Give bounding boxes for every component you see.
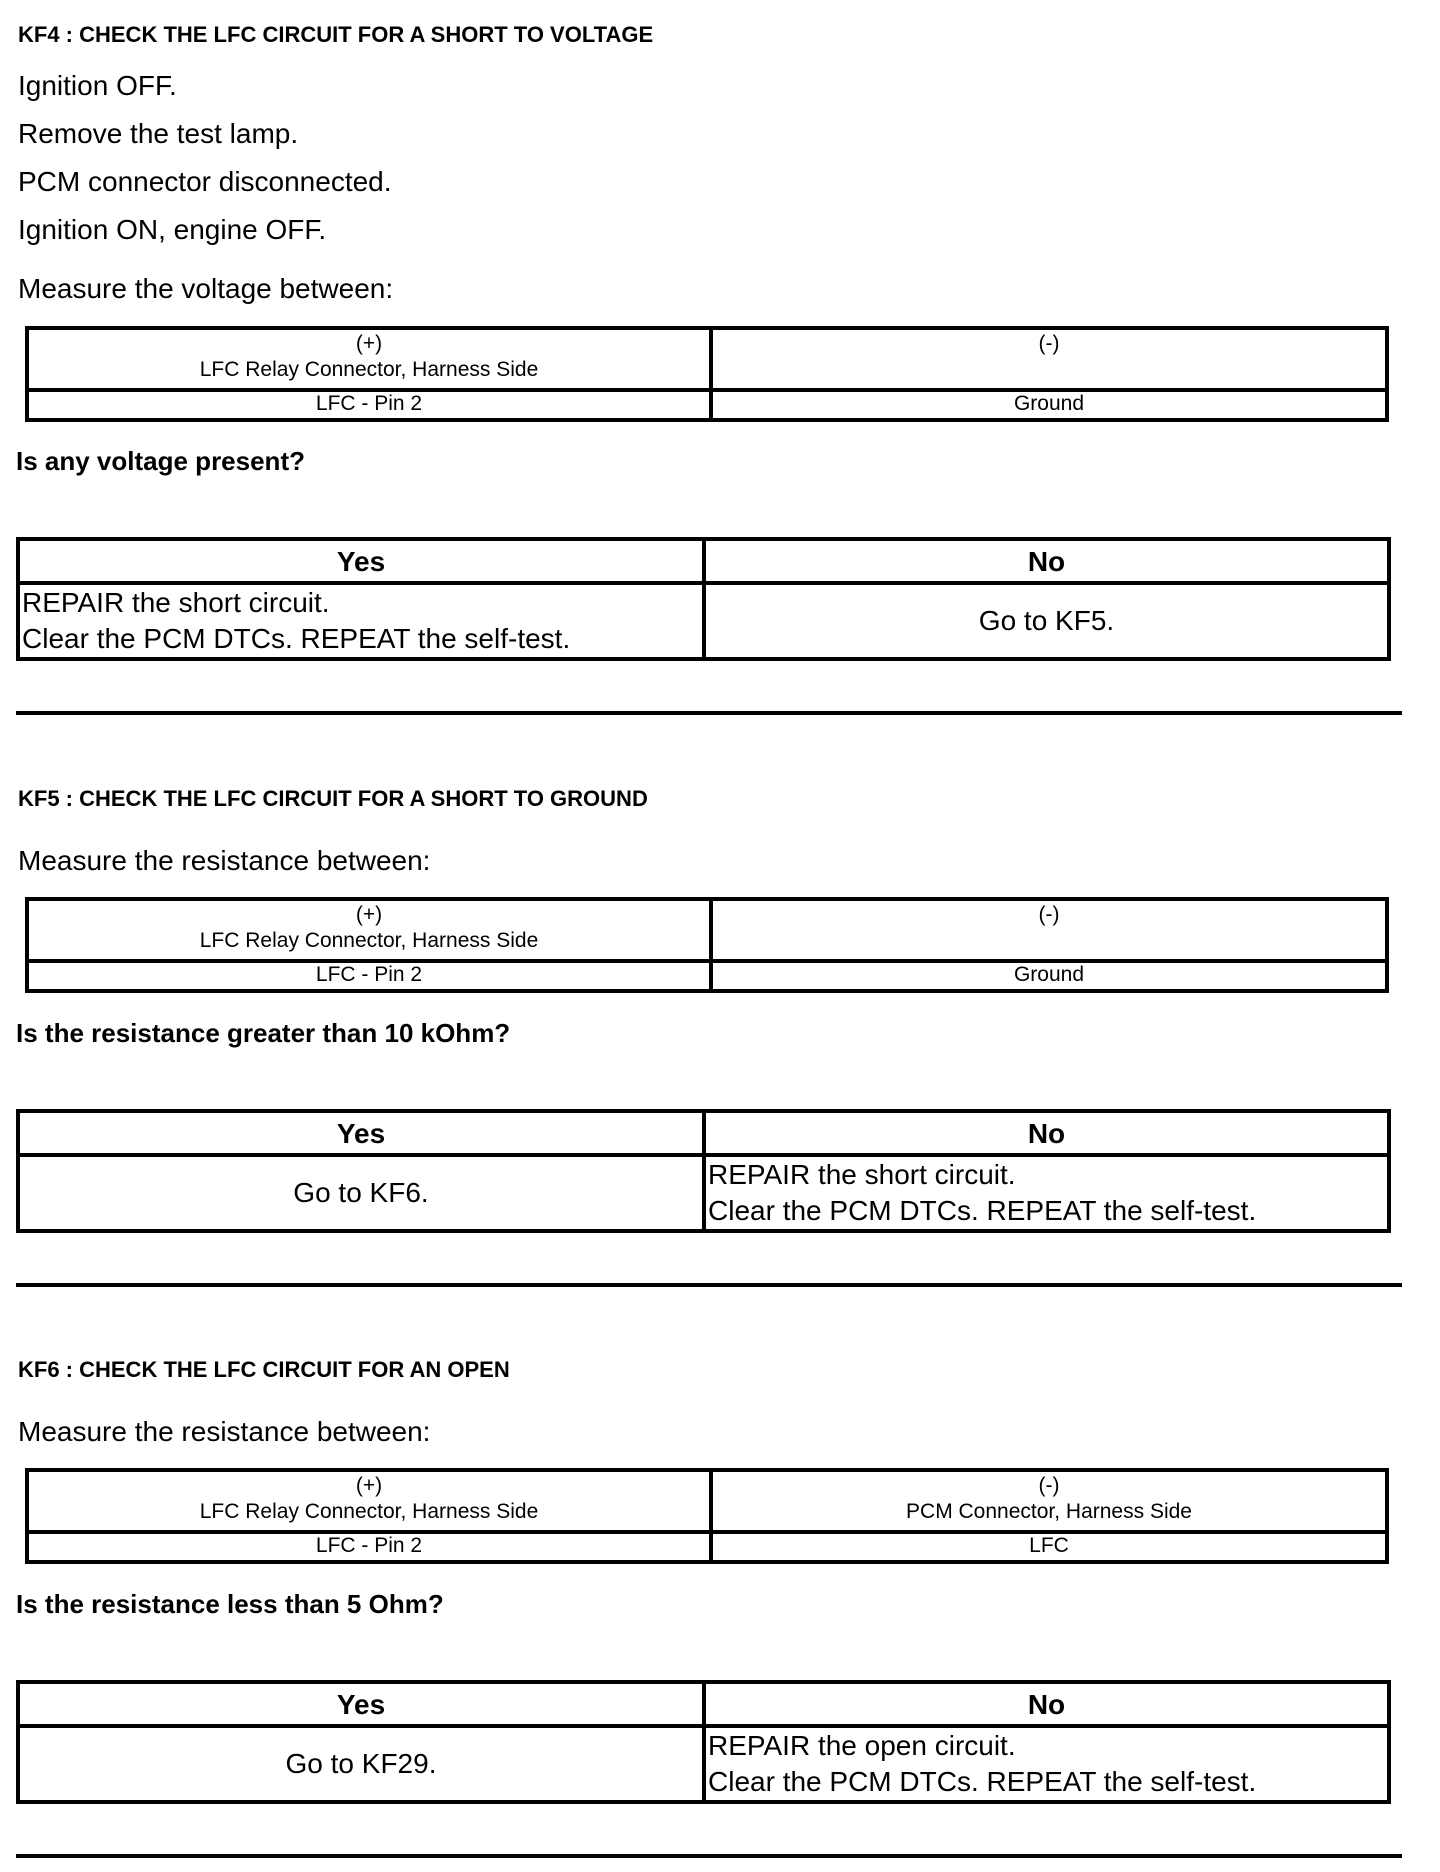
plus-location: LFC Relay Connector, Harness Side	[199, 358, 539, 381]
action-line: Go to KF6.	[293, 1177, 429, 1208]
measure-instruction: Measure the resistance between:	[18, 1416, 431, 1447]
minus-label: (-)	[1038, 1474, 1060, 1497]
plus-pin: LFC - Pin 2	[315, 963, 423, 986]
yes-no-table	[16, 537, 1391, 661]
yes-action	[22, 585, 702, 657]
minus-pin: Ground	[1013, 963, 1085, 986]
action-line: Clear the PCM DTCs. REPEAT the self-test.	[708, 1195, 1257, 1226]
step: Ignition ON, engine OFF.	[18, 214, 327, 245]
no-action	[706, 585, 1387, 657]
divider	[16, 1854, 1402, 1858]
section-title-kf6: KF6 : CHECK THE LFC CIRCUIT FOR AN OPEN	[18, 1357, 510, 1382]
measure-instruction: Measure the voltage between:	[18, 273, 394, 304]
plus-pin: LFC - Pin 2	[315, 1534, 423, 1557]
measure-instruction: Measure the resistance between:	[18, 845, 431, 876]
yes-no-table	[16, 1680, 1391, 1804]
minus-location: PCM Connector, Harness Side	[906, 1500, 1192, 1523]
minus-label: (-)	[1038, 332, 1060, 355]
no-header: No	[1027, 1118, 1066, 1149]
action-line: Go to KF5.	[978, 605, 1115, 636]
measurement-table	[25, 326, 1389, 422]
step: Remove the test lamp.	[18, 118, 299, 149]
no-action	[708, 1157, 1387, 1229]
plus-pin: LFC - Pin 2	[315, 392, 423, 415]
minus-pin: Ground	[1013, 392, 1085, 415]
question: Is the resistance greater than 10 kOhm?	[16, 1018, 511, 1048]
plus-label: (+)	[355, 1474, 383, 1497]
yes-action	[20, 1157, 702, 1229]
action-line: Clear the PCM DTCs. REPEAT the self-test.	[708, 1766, 1257, 1797]
section-title-kf5: KF5 : CHECK THE LFC CIRCUIT FOR A SHORT TO GROUND	[18, 786, 648, 811]
question: Is the resistance less than 5 Ohm?	[16, 1589, 444, 1619]
plus-label: (+)	[355, 332, 383, 355]
measurement-table	[25, 897, 1389, 993]
yes-no-table	[16, 1109, 1391, 1233]
action-line: REPAIR the short circuit.	[22, 587, 330, 618]
question: Is any voltage present?	[16, 446, 305, 476]
action-line: Go to KF29.	[285, 1748, 437, 1779]
yes-header: Yes	[336, 546, 386, 577]
plus-label: (+)	[355, 903, 383, 926]
yes-header: Yes	[336, 1118, 386, 1149]
minus-label: (-)	[1038, 903, 1060, 926]
action-line: Clear the PCM DTCs. REPEAT the self-test.	[22, 623, 571, 654]
action-line: REPAIR the short circuit.	[708, 1159, 1016, 1190]
measurement-table	[25, 1468, 1389, 1564]
step: PCM connector disconnected.	[18, 166, 392, 197]
plus-location: LFC Relay Connector, Harness Side	[199, 1500, 539, 1523]
divider	[16, 711, 1402, 715]
yes-header: Yes	[336, 1689, 386, 1720]
yes-action	[20, 1728, 702, 1800]
no-header: No	[1027, 546, 1066, 577]
no-header: No	[1027, 1689, 1066, 1720]
step: Ignition OFF.	[18, 70, 177, 101]
action-line: REPAIR the open circuit.	[708, 1730, 1016, 1761]
section-title-kf4: KF4 : CHECK THE LFC CIRCUIT FOR A SHORT TO VOLTAGE	[18, 22, 654, 47]
no-action	[708, 1728, 1387, 1800]
divider	[16, 1283, 1402, 1287]
plus-location: LFC Relay Connector, Harness Side	[199, 929, 539, 952]
minus-pin: LFC	[1029, 1534, 1069, 1557]
